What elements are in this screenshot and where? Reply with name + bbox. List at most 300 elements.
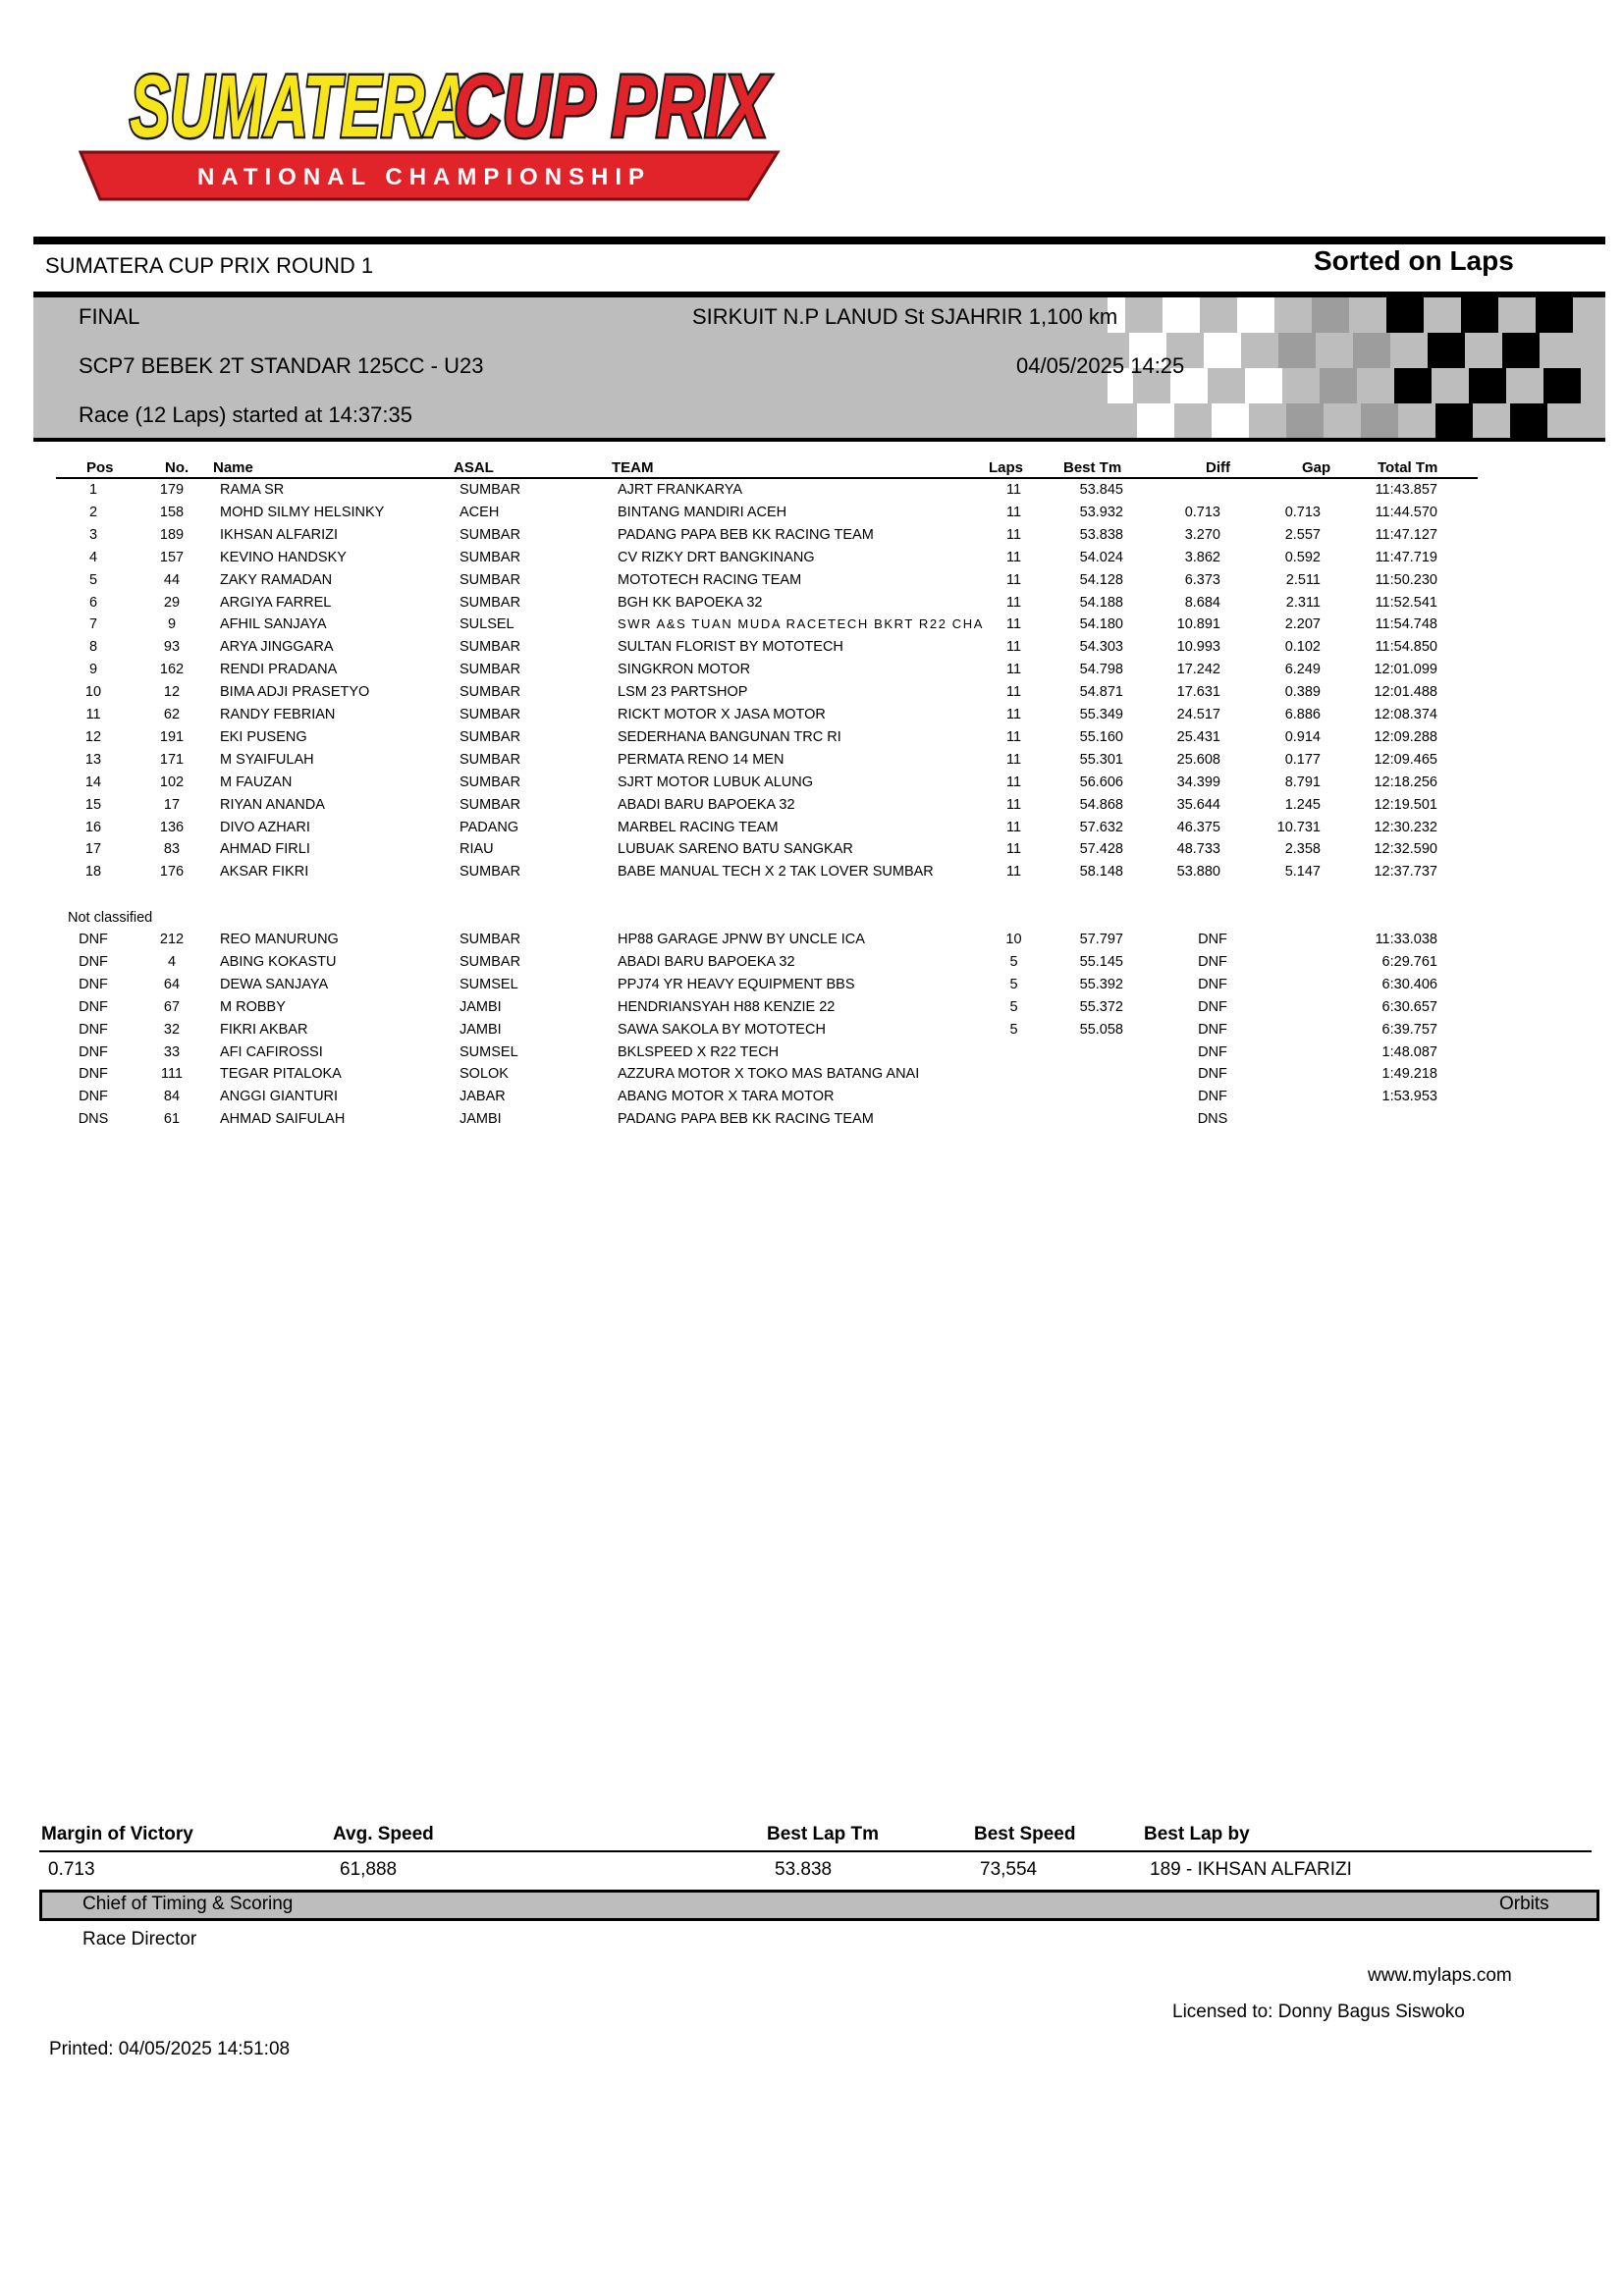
- cell-pos: 17: [84, 841, 102, 858]
- cell-no: 4: [167, 953, 177, 970]
- cell-pos: 6: [88, 594, 98, 611]
- cell-laps: 11: [1005, 482, 1022, 498]
- cell-total: 12:32.590: [1374, 841, 1437, 858]
- cell-team: ABADI BARU BAPOEKA 32: [618, 796, 795, 813]
- table-row: [0, 1066, 1623, 1088]
- cell-pos: DNF: [79, 953, 108, 970]
- cell-asal: SUMBAR: [460, 728, 521, 745]
- cell-asal: SUMBAR: [460, 482, 521, 498]
- table-row: [0, 1111, 1623, 1133]
- cell-total: 11:47.719: [1375, 549, 1437, 565]
- cell-total: 12:01.488: [1374, 684, 1437, 701]
- table-row: [0, 1044, 1623, 1066]
- cell-diff: 25.431: [1176, 728, 1220, 745]
- cell-team: ABADI BARU BAPOEKA 32: [618, 953, 795, 970]
- website-link[interactable]: www.mylaps.com: [1368, 1965, 1512, 1986]
- flag-square: [1312, 297, 1349, 333]
- printed-timestamp: Printed: 04/05/2025 14:51:08: [49, 2039, 291, 2059]
- flag-square: [1536, 297, 1573, 333]
- cell-diff: 34.399: [1176, 774, 1220, 790]
- cell-asal: SUMBAR: [460, 707, 521, 722]
- cell-no: 32: [163, 1021, 181, 1038]
- cell-total: 6:29.761: [1381, 953, 1437, 970]
- cell-name: KEVINO HANDSKY: [220, 549, 347, 565]
- cell-asal: SOLOK: [460, 1066, 509, 1083]
- cell-asal: SUMBAR: [460, 662, 521, 678]
- cell-asal: SUMSEL: [460, 976, 518, 992]
- cell-pos: 7: [88, 616, 98, 633]
- cell-best: 55.372: [1079, 998, 1123, 1015]
- race-datetime: 04/05/2025 14:25: [1016, 353, 1185, 378]
- cell-team: SEDERHANA BANGUNAN TRC RI: [618, 728, 841, 745]
- cell-laps: 11: [1005, 526, 1022, 543]
- session-name: FINAL: [79, 304, 140, 329]
- cell-asal: SUMBAR: [460, 864, 521, 881]
- cell-asal: SUMBAR: [460, 751, 521, 768]
- margin-of-victory-value: 0.713: [48, 1859, 95, 1880]
- cell-best: 55.160: [1079, 728, 1123, 745]
- cell-diff: DNF: [1198, 953, 1227, 970]
- flag-square: [1286, 403, 1324, 438]
- col-header-best-tm: Best Tm: [1063, 459, 1122, 476]
- cell-total: 6:39.757: [1381, 1021, 1437, 1038]
- cell-pos: 14: [84, 774, 102, 790]
- cell-pos: DNF: [79, 998, 108, 1015]
- table-row: [0, 1089, 1623, 1110]
- cell-laps: 11: [1005, 684, 1022, 701]
- cell-no: 176: [159, 864, 185, 881]
- cell-diff: 10.993: [1176, 639, 1220, 656]
- table-row: [0, 662, 1623, 683]
- cell-laps: 5: [1009, 998, 1018, 1015]
- cell-pos: DNF: [79, 932, 108, 947]
- cell-team: PERMATA RENO 14 MEN: [618, 751, 784, 768]
- cell-best: 54.188: [1079, 594, 1123, 611]
- cell-asal: SULSEL: [460, 616, 514, 633]
- license-info: Licensed to: Donny Bagus Siswoko: [1172, 2002, 1465, 2022]
- cell-no: 189: [159, 526, 185, 543]
- avg-speed-value: 61,888: [340, 1859, 398, 1880]
- table-row: [0, 820, 1623, 841]
- cell-pos: 11: [85, 707, 101, 722]
- avg-speed-label: Avg. Speed: [333, 1824, 434, 1844]
- cell-name: M ROBBY: [220, 998, 286, 1015]
- cell-name: RAMA SR: [220, 482, 285, 498]
- table-row: [0, 707, 1623, 728]
- cell-name: AHMAD SAIFULAH: [220, 1111, 346, 1128]
- flag-square: [1237, 297, 1274, 333]
- cell-total: 12:19.501: [1374, 796, 1437, 813]
- logo-tagline: NATIONAL CHAMPIONSHIP: [196, 164, 652, 190]
- cell-gap: 0.177: [1284, 751, 1321, 768]
- cell-diff: 6.373: [1184, 571, 1220, 588]
- cell-laps: 11: [1005, 594, 1022, 611]
- flag-square: [1245, 368, 1282, 403]
- cell-name: AKSAR FIKRI: [220, 864, 309, 881]
- best-speed-value: 73,554: [980, 1859, 1038, 1880]
- cell-gap: 5.147: [1284, 864, 1321, 881]
- cell-name: IKHSAN ALFARIZI: [220, 526, 339, 543]
- cell-team: AZZURA MOTOR X TOKO MAS BATANG ANAI: [618, 1066, 920, 1083]
- cell-total: 12:18.256: [1374, 774, 1437, 790]
- cell-team: MARBEL RACING TEAM: [618, 819, 779, 835]
- cell-no: 33: [163, 1043, 181, 1060]
- cell-total: 1:48.087: [1381, 1043, 1437, 1060]
- cell-total: 12:37.737: [1374, 864, 1437, 881]
- cell-asal: SUMBAR: [460, 526, 521, 543]
- race-category: SCP7 BEBEK 2T STANDAR 125CC - U23: [79, 353, 484, 378]
- cell-team: SULTAN FLORIST BY MOTOTECH: [618, 639, 843, 656]
- cell-gap: 2.207: [1284, 616, 1321, 633]
- cell-team: AJRT FRANKARYA: [618, 482, 743, 498]
- cell-laps: 11: [1005, 819, 1022, 835]
- cell-team: HP88 GARAGE JPNW BY UNCLE ICA: [618, 932, 865, 947]
- cell-best: 55.058: [1079, 1021, 1123, 1038]
- cell-diff: 48.733: [1176, 841, 1220, 858]
- cell-pos: DNF: [79, 1021, 108, 1038]
- cell-diff: 24.517: [1176, 707, 1220, 722]
- col-header-pos: Pos: [86, 459, 114, 476]
- cell-gap: 2.358: [1284, 841, 1321, 858]
- cell-gap: 6.886: [1284, 707, 1321, 722]
- cell-total: 12:09.288: [1374, 728, 1437, 745]
- cell-laps: 11: [1005, 571, 1022, 588]
- flag-square: [1543, 368, 1581, 403]
- flag-square: [1361, 403, 1398, 438]
- cell-name: ANGGI GIANTURI: [220, 1089, 339, 1105]
- cell-no: 9: [167, 616, 177, 633]
- cell-total: 6:30.657: [1381, 998, 1437, 1015]
- cell-name: ARYA JINGGARA: [220, 639, 334, 656]
- race-start-info: Race (12 Laps) started at 14:37:35: [79, 402, 412, 427]
- col-header-asal: ASAL: [454, 459, 494, 476]
- chief-of-timing-label: Chief of Timing & Scoring: [82, 1894, 294, 1914]
- cell-asal: SUMBAR: [460, 796, 521, 813]
- table-header-rule: [56, 477, 1478, 479]
- cell-diff: 53.880: [1176, 864, 1220, 881]
- cell-name: M FAUZAN: [220, 774, 293, 790]
- col-header-laps: Laps: [989, 459, 1024, 476]
- best-lap-by-value: 189 - IKHSAN ALFARIZI: [1150, 1859, 1352, 1880]
- cell-gap: 0.914: [1284, 728, 1321, 745]
- cell-diff: 8.684: [1184, 594, 1220, 611]
- cell-diff: DNF: [1198, 1021, 1227, 1038]
- cell-team: MOTOTECH RACING TEAM: [618, 571, 802, 588]
- flag-square: [1212, 403, 1249, 438]
- cell-laps: 11: [1005, 864, 1022, 881]
- cell-name: RIYAN ANANDA: [220, 796, 325, 813]
- cell-name: M SYAIFULAH: [220, 751, 314, 768]
- cell-team: ABANG MOTOR X TARA MOTOR: [618, 1089, 835, 1105]
- cell-best: 54.024: [1079, 549, 1123, 565]
- cell-no: 17: [163, 796, 181, 813]
- cell-name: AFHIL SANJAYA: [220, 616, 327, 633]
- table-row: [0, 1022, 1623, 1043]
- cell-no: 212: [159, 932, 185, 947]
- cell-best: 53.838: [1079, 526, 1123, 543]
- table-row: [0, 505, 1623, 526]
- cell-laps: 11: [1005, 841, 1022, 858]
- cell-pos: 18: [84, 864, 102, 881]
- cell-pos: DNF: [79, 1043, 108, 1060]
- cell-laps: 11: [1005, 728, 1022, 745]
- cell-total: 11:54.748: [1375, 616, 1437, 633]
- logo-word-sumatera: SUMATERA: [130, 58, 468, 156]
- cell-name: ABING KOKASTU: [220, 953, 337, 970]
- cell-name: TEGAR PITALOKA: [220, 1066, 342, 1083]
- cell-pos: 3: [88, 526, 98, 543]
- cell-best: 54.128: [1079, 571, 1123, 588]
- cell-pos: 10: [84, 684, 102, 701]
- cell-pos: 16: [84, 819, 102, 835]
- cell-best: 57.632: [1079, 819, 1123, 835]
- cell-gap: 0.389: [1284, 684, 1321, 701]
- col-header-name: Name: [213, 459, 253, 476]
- flag-square: [1428, 333, 1465, 368]
- cell-name: RENDI PRADANA: [220, 662, 338, 678]
- cell-best: 57.428: [1079, 841, 1123, 858]
- sumatera-cup-prix-logo: [61, 54, 787, 201]
- cell-no: 83: [163, 841, 181, 858]
- cell-no: 64: [163, 976, 181, 992]
- cell-team: SINGKRON MOTOR: [618, 662, 751, 678]
- cell-total: 1:49.218: [1381, 1066, 1437, 1083]
- cell-pos: 12: [84, 728, 102, 745]
- cell-laps: 11: [1005, 639, 1022, 656]
- cell-diff: DNF: [1198, 998, 1227, 1015]
- cell-gap: 2.311: [1285, 594, 1321, 611]
- cell-laps: 11: [1005, 549, 1022, 565]
- cell-diff: 17.631: [1176, 684, 1220, 701]
- cell-best: 55.392: [1079, 976, 1123, 992]
- cell-diff: DNS: [1197, 1111, 1228, 1128]
- cell-pos: 2: [88, 504, 98, 520]
- cell-pos: DNF: [79, 1066, 108, 1083]
- flag-square: [1469, 368, 1506, 403]
- table-row: [0, 864, 1623, 885]
- table-row: [0, 616, 1623, 638]
- cell-best: 54.871: [1079, 684, 1123, 701]
- cell-asal: SUMBAR: [460, 639, 521, 656]
- cell-name: FIKRI AKBAR: [220, 1021, 308, 1038]
- cell-no: 157: [159, 549, 185, 565]
- cell-no: 29: [163, 594, 181, 611]
- cell-asal: SUMBAR: [460, 684, 521, 701]
- cell-team: SWR A&S TUAN MUDA RACETECH BKRT R22 CHA: [618, 616, 985, 632]
- flag-square: [1204, 333, 1241, 368]
- cell-total: 12:08.374: [1374, 707, 1437, 722]
- cell-team: CV RIZKY DRT BANGKINANG: [618, 549, 815, 565]
- cell-asal: SUMBAR: [460, 549, 521, 565]
- table-row: [0, 954, 1623, 976]
- flag-square: [1502, 333, 1540, 368]
- cell-total: 1:53.953: [1381, 1089, 1437, 1105]
- col-header-team: TEAM: [612, 459, 654, 476]
- cell-total: 12:30.232: [1374, 819, 1437, 835]
- cell-pos: 1: [88, 482, 98, 498]
- table-row: [0, 841, 1623, 863]
- cell-laps: 5: [1009, 1021, 1018, 1038]
- cell-asal: SUMBAR: [460, 932, 521, 947]
- cell-pos: 4: [88, 549, 98, 565]
- cell-total: 11:43.857: [1375, 482, 1437, 498]
- not-classified-label: Not classified: [68, 910, 153, 926]
- cell-gap: 1.245: [1284, 796, 1321, 813]
- flag-square: [1353, 333, 1390, 368]
- cell-no: 111: [160, 1066, 184, 1083]
- cell-best: 55.145: [1079, 953, 1123, 970]
- logo-word-cup-prix: CUP PRIX: [454, 58, 772, 156]
- cell-gap: 2.511: [1285, 571, 1321, 588]
- header-top-rule: [33, 237, 1605, 244]
- cell-diff: 3.270: [1184, 526, 1220, 543]
- cell-asal: JAMBI: [460, 1111, 502, 1128]
- table-row: [0, 527, 1623, 549]
- cell-team: SJRT MOTOR LUBUK ALUNG: [618, 774, 814, 790]
- best-speed-label: Best Speed: [974, 1824, 1076, 1844]
- cell-asal: SUMSEL: [460, 1043, 518, 1060]
- cell-pos: 13: [84, 751, 102, 768]
- cell-team: BABE MANUAL TECH X 2 TAK LOVER SUMBAR: [618, 864, 934, 881]
- cell-team: HENDRIANSYAH H88 KENZIE 22: [618, 998, 836, 1015]
- table-row: [0, 550, 1623, 571]
- cell-name: BIMA ADJI PRASETYO: [220, 684, 370, 701]
- cell-gap: 2.557: [1284, 526, 1321, 543]
- cell-total: 11:44.570: [1375, 504, 1437, 520]
- cell-name: DIVO AZHARI: [220, 819, 310, 835]
- cell-diff: DNF: [1198, 1089, 1227, 1105]
- cell-no: 93: [163, 639, 181, 656]
- cell-pos: DNF: [79, 1089, 108, 1105]
- cell-name: AHMAD FIRLI: [220, 841, 310, 858]
- cell-asal: RIAU: [460, 841, 494, 858]
- circuit-name: SIRKUIT N.P LANUD St SJAHRIR 1,100 km: [692, 304, 1118, 329]
- col-header-total-tm: Total Tm: [1378, 459, 1438, 476]
- cell-best: 55.301: [1079, 751, 1123, 768]
- flag-square: [1510, 403, 1547, 438]
- cell-team: PADANG PAPA BEB KK RACING TEAM: [618, 526, 874, 543]
- cell-no: 136: [159, 819, 185, 835]
- cell-team: RICKT MOTOR X JASA MOTOR: [618, 707, 826, 722]
- flag-square: [1163, 297, 1200, 333]
- cell-team: LSM 23 PARTSHOP: [618, 684, 748, 701]
- cell-name: DEWA SANJAYA: [220, 976, 329, 992]
- cell-best: 54.303: [1079, 639, 1123, 656]
- sort-order-label: Sorted on Laps: [1314, 245, 1514, 276]
- cell-laps: 11: [1005, 616, 1022, 633]
- cell-asal: SUMBAR: [460, 571, 521, 588]
- cell-laps: 5: [1009, 976, 1018, 992]
- cell-diff: 17.242: [1176, 662, 1220, 678]
- cell-best: 58.148: [1079, 864, 1123, 881]
- cell-name: AFI CAFIROSSI: [220, 1043, 323, 1060]
- flag-square: [1435, 403, 1473, 438]
- cell-best: 54.798: [1079, 662, 1123, 678]
- cell-no: 44: [163, 571, 181, 588]
- footer-stats-rule: [39, 1850, 1592, 1852]
- cell-diff: 46.375: [1176, 819, 1220, 835]
- cell-laps: 11: [1005, 796, 1022, 813]
- cell-best: 53.932: [1079, 504, 1123, 520]
- cell-laps: 11: [1005, 662, 1022, 678]
- flag-square: [1278, 333, 1316, 368]
- cell-team: SAWA SAKOLA BY MOTOTECH: [618, 1021, 826, 1038]
- cell-name: REO MANURUNG: [220, 932, 339, 947]
- cell-asal: JAMBI: [460, 1021, 502, 1038]
- cell-total: 12:09.465: [1374, 751, 1437, 768]
- cell-laps: 11: [1005, 504, 1022, 520]
- cell-best: 54.180: [1079, 616, 1123, 633]
- cell-laps: 11: [1005, 751, 1022, 768]
- cell-total: 11:33.038: [1375, 932, 1437, 947]
- cell-name: EKI PUSENG: [220, 728, 307, 745]
- table-row: [0, 774, 1623, 796]
- cell-asal: PADANG: [460, 819, 519, 835]
- orbits-label: Orbits: [1499, 1894, 1549, 1914]
- table-row: [0, 639, 1623, 661]
- cell-best: 56.606: [1079, 774, 1123, 790]
- cell-team: BINTANG MANDIRI ACEH: [618, 504, 787, 520]
- cell-asal: ACEH: [460, 504, 500, 520]
- cell-pos: DNF: [79, 976, 108, 992]
- cell-no: 12: [163, 684, 181, 701]
- cell-name: ZAKY RAMADAN: [220, 571, 333, 588]
- table-row: [0, 684, 1623, 706]
- table-row: [0, 932, 1623, 953]
- cell-team: PADANG PAPA BEB KK RACING TEAM: [618, 1111, 874, 1128]
- cell-diff: DNF: [1198, 1043, 1227, 1060]
- race-director-label: Race Director: [82, 1929, 197, 1949]
- cell-pos: DNS: [78, 1111, 109, 1128]
- cell-no: 61: [163, 1111, 181, 1128]
- table-row: [0, 729, 1623, 751]
- cell-diff: 25.608: [1176, 751, 1220, 768]
- cell-pos: 5: [88, 571, 98, 588]
- band-bottom-rule: [33, 438, 1605, 442]
- cell-diff: 3.862: [1184, 549, 1220, 565]
- cell-asal: SUMBAR: [460, 774, 521, 790]
- cell-diff: DNF: [1198, 976, 1227, 992]
- cell-diff: 35.644: [1176, 796, 1220, 813]
- cell-asal: JAMBI: [460, 998, 502, 1015]
- cell-diff: DNF: [1198, 1066, 1227, 1083]
- cell-diff: 10.891: [1176, 616, 1220, 633]
- cell-name: RANDY FEBRIAN: [220, 707, 336, 722]
- cell-best: 54.868: [1079, 796, 1123, 813]
- table-row: [0, 977, 1623, 998]
- cell-total: 11:47.127: [1375, 526, 1437, 543]
- cell-laps: 11: [1005, 774, 1022, 790]
- flag-square: [1320, 368, 1357, 403]
- col-header-gap: Gap: [1302, 459, 1331, 476]
- cell-no: 84: [163, 1089, 181, 1105]
- cell-no: 158: [159, 504, 185, 520]
- margin-of-victory-label: Margin of Victory: [41, 1824, 193, 1844]
- cell-pos: 15: [84, 796, 102, 813]
- round-title: SUMATERA CUP PRIX ROUND 1: [45, 253, 374, 278]
- cell-gap: 6.249: [1284, 662, 1321, 678]
- cell-total: 11:52.541: [1375, 594, 1437, 611]
- col-header-no: No.: [165, 459, 189, 476]
- cell-asal: JABAR: [460, 1089, 506, 1105]
- cell-gap: 10.731: [1276, 819, 1321, 835]
- cell-name: ARGIYA FARREL: [220, 594, 332, 611]
- cell-no: 171: [159, 751, 185, 768]
- cell-total: 11:50.230: [1375, 571, 1437, 588]
- flag-square: [1394, 368, 1432, 403]
- cell-team: BKLSPEED X R22 TECH: [618, 1043, 780, 1060]
- col-header-diff: Diff: [1206, 459, 1230, 476]
